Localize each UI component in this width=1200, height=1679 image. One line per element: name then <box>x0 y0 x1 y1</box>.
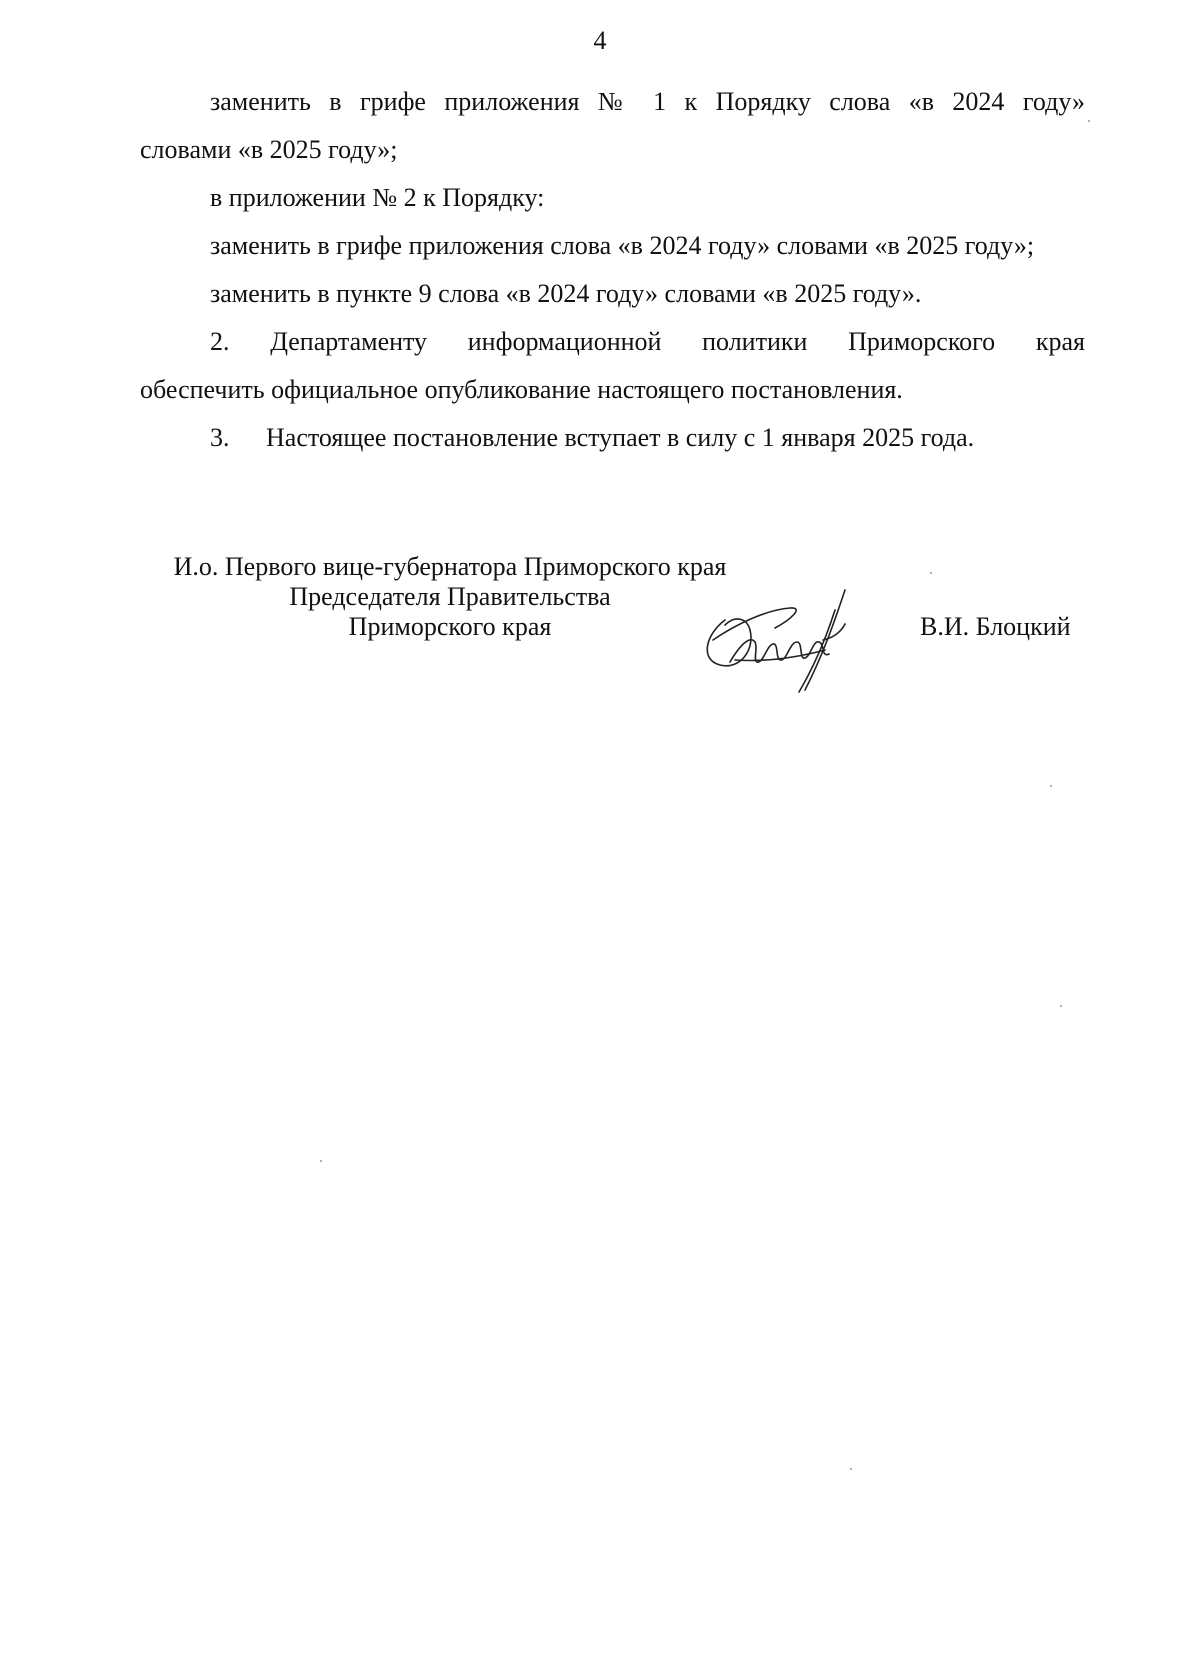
paragraph-1-line-2: словами «в 2025 году»; <box>140 135 398 164</box>
item-2-number: 2. <box>210 327 230 356</box>
paragraph-1 <box>140 78 1085 126</box>
signatory-name: В.И. Блоцкий <box>920 612 1071 641</box>
document-body <box>140 78 1085 462</box>
item-2-word-1: Департаменту <box>270 327 428 356</box>
scan-speck <box>320 1160 322 1162</box>
paragraph-1-line-1 <box>140 78 1085 126</box>
scan-speck <box>930 572 932 574</box>
item-2-line-1 <box>140 318 1085 366</box>
handwritten-signature-icon <box>695 580 885 700</box>
paragraph-3: заменить в грифе приложения слова «в 2024 году» словами «в 2025 году»; <box>210 231 1035 260</box>
scan-speck <box>1088 120 1090 122</box>
signatory-title <box>150 552 750 642</box>
item-3-number: 3. <box>210 423 230 452</box>
item-3 <box>140 414 1085 462</box>
paragraph-1-text: заменить в грифе приложения № 1 к Порядку слова «в 2024 году» <box>210 87 1085 116</box>
item-2-word-4: Приморского <box>848 327 996 356</box>
paragraph-4: заменить в пункте 9 слова «в 2024 году» словами «в 2025 году». <box>210 279 922 308</box>
signatory-title-line-2: Председателя Правительства <box>289 582 611 611</box>
paragraph-2: в приложении № 2 к Порядку: <box>210 183 545 212</box>
scan-speck <box>1050 785 1052 787</box>
scan-speck <box>1060 1005 1062 1007</box>
signatory-title-line-3: Приморского края <box>348 612 552 641</box>
item-2-word-3: политики <box>702 327 808 356</box>
item-2-line-2: обеспечить официальное опубликование настоящего постановления. <box>140 375 903 404</box>
signatory-title-line-1: И.о. Первого вице-губернатора Приморского края <box>173 552 727 581</box>
scan-speck <box>850 1468 852 1470</box>
page-number: 4 <box>593 26 607 55</box>
item-2-word-5: края <box>1035 327 1085 356</box>
item-2-word-2: информационной <box>467 327 662 356</box>
item-3-text: Настоящее постановление вступает в силу с 1 января 2025 года. <box>266 423 975 452</box>
